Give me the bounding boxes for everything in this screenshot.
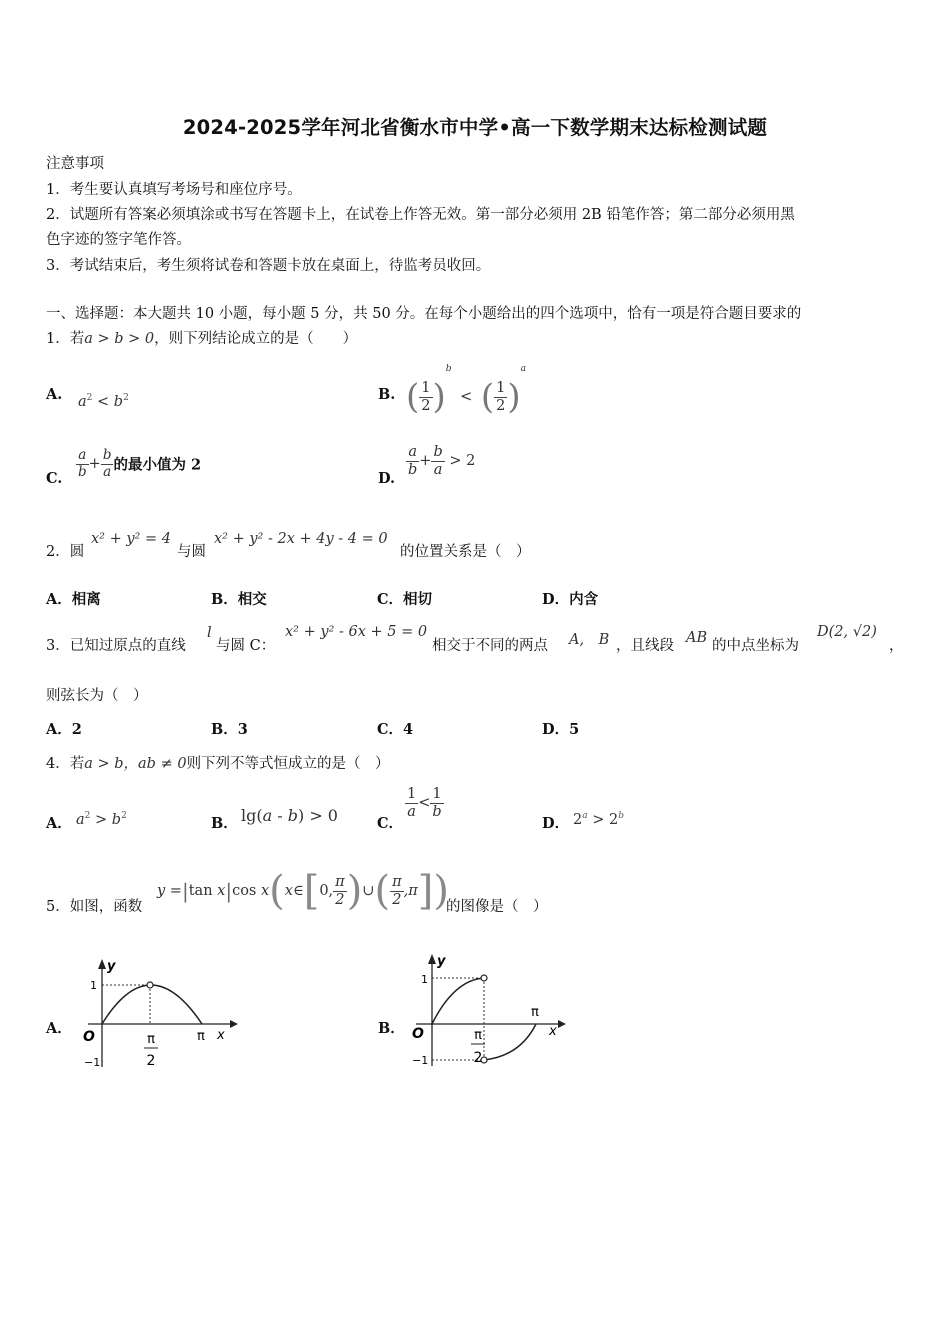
x-axis-label: x	[217, 1028, 225, 1043]
notice-item-1: 1．考生要认真填写考场号和座位序号。	[46, 182, 302, 198]
q4-option-d-expr: $2^a > 2^b$	[573, 811, 624, 828]
q4-option-b-expr: lg(a - b) > 0	[241, 806, 338, 825]
y-axis-arrow	[428, 954, 436, 964]
q1-option-a-label[interactable]: A.	[46, 386, 63, 403]
curve-a	[102, 985, 202, 1024]
tick-label-pi: π	[531, 1005, 539, 1020]
q2-tail: 的位置关系是（ ）	[400, 544, 531, 560]
notice-heading: 注意事项	[46, 156, 104, 172]
x-axis-arrow	[230, 1020, 238, 1028]
q2-option-b[interactable]: B．相交	[211, 591, 267, 608]
q3-option-d[interactable]: D．5	[542, 721, 580, 738]
notice-item-2: 2．试题所有答案必须填涂或书写在答题卡上，在试卷上作答无效。第一部分必须用 2B 铅笔作答；第二部分必须用黑	[46, 207, 795, 223]
q5-option-b-label[interactable]: B．	[378, 1020, 405, 1037]
q3-points: A, B	[569, 632, 610, 648]
notice-item-2-cont: 色字迹的签字笔作答。	[46, 232, 191, 248]
open-point	[147, 982, 153, 988]
q4-option-c-expr: $\frac{1}{a}$ < $\frac{1}{b}$	[407, 786, 442, 820]
q1-option-d-label[interactable]: D.	[378, 470, 396, 487]
tick-label-pi-half-den: 2	[146, 1053, 156, 1069]
y-axis-label: y	[107, 959, 116, 974]
origin-label: O	[412, 1026, 424, 1042]
q3-text-4: 的中点坐标为	[712, 638, 799, 654]
q2-option-a[interactable]: A．相离	[46, 591, 101, 608]
question-4-stem: 4．若a > b，ab ≠ 0则下列不等式恒成立的是（ ）	[46, 756, 390, 772]
tick-label-pi-half-num: π	[147, 1032, 155, 1047]
q2-circle-2-eq: x² + y² - 2x + 4y - 4 = 0	[214, 531, 388, 547]
q3-text-1: 与圆 C：	[216, 638, 276, 654]
x-axis-label: x	[549, 1024, 557, 1039]
q1-option-b-expr: ( $\frac{1}{2}$ )$^b$ < ( $\frac{1}{2}$ )$^a$	[406, 364, 527, 417]
curve-b-right	[484, 1024, 536, 1060]
q4-option-a-expr: $a^2 > b^2$	[76, 811, 127, 828]
x-axis-arrow	[558, 1020, 566, 1028]
q3-option-b[interactable]: B．3	[211, 721, 248, 738]
q1-option-a-expr: $a^2 < b^2$	[78, 393, 129, 410]
tick-label-neg-1: −1	[412, 1054, 429, 1067]
q5-option-a-label[interactable]: A．	[46, 1020, 72, 1037]
q1-option-b-label[interactable]: B.	[378, 386, 396, 403]
q4-option-c-label[interactable]: C．	[377, 815, 404, 832]
q4-option-d-label[interactable]: D．	[542, 815, 570, 832]
q3-option-c[interactable]: C．4	[377, 721, 414, 738]
q3-segment: AB	[686, 630, 708, 646]
q1-option-d-expr: $\frac{a}{b}$ + $\frac{b}{a}$ > 2	[408, 444, 476, 478]
origin-label: O	[83, 1029, 95, 1045]
q5-function-expr: y =|tan x|cos x(x∈[0, $\frac{\pi}{2}$ )∪( $\frac{\pi}{2}$ ,π])	[157, 868, 449, 914]
curve-b-left	[432, 978, 484, 1024]
question-2-num: 2．圆	[46, 544, 85, 560]
q1-option-c-expr: $\frac{a}{b}$ + $\frac{b}{a}$ 的最小值为 2	[78, 447, 202, 480]
q3-text-2: 相交于不同的两点	[432, 638, 548, 654]
notice-item-3: 3．考试结束后，考生须将试卷和答题卡放在桌面上，待监考员收回。	[46, 258, 491, 274]
q4-option-a-label[interactable]: A．	[46, 815, 72, 832]
q5-graph-a[interactable]	[80, 955, 240, 1070]
section-heading: 一、选择题：本大题共 10 小题，每小题 5 分，共 50 分。在每个小题给出的四个选项中，恰有一项是符合题目要求的	[46, 306, 802, 322]
tick-label-pi-half-den: 2	[473, 1050, 483, 1066]
q3-text-3: ，且线段	[616, 638, 674, 654]
question-1-stem: 1．若a > b > 0，则下列结论成立的是（ ）	[46, 331, 358, 347]
q5-graph-b[interactable]	[408, 950, 568, 1070]
q3-circle-eq: x² + y² - 6x + 5 = 0	[285, 624, 428, 640]
q2-option-c[interactable]: C．相切	[377, 591, 433, 608]
q4-option-b-label[interactable]: B．	[211, 815, 238, 832]
tick-label-pi: π	[197, 1029, 205, 1044]
q3-line-symbol: l	[207, 625, 212, 641]
q3-option-a[interactable]: A．2	[46, 721, 82, 738]
q1-option-c-label[interactable]: C.	[46, 470, 63, 487]
q3-line-2: 则弦长为（ ）	[46, 688, 148, 704]
y-axis-label: y	[437, 954, 446, 969]
open-point-top	[481, 975, 487, 981]
q2-option-d[interactable]: D．内含	[542, 591, 599, 608]
q2-circle-1-eq: x² + y² = 4	[91, 531, 171, 547]
tick-label-pi-half-num: π	[474, 1028, 482, 1043]
q2-mid-text: 与圆	[177, 544, 206, 560]
tick-label-neg-1: −1	[84, 1056, 101, 1069]
page-title: 2024-2025学年河北省衡水市中学•高一下数学期末达标检测试题	[182, 116, 768, 139]
y-axis-arrow	[98, 959, 106, 969]
question-5-num: 5．如图，函数	[46, 899, 143, 915]
q3-text-5: ，	[889, 638, 904, 654]
q3-midpoint: D(2, √2)	[817, 624, 877, 640]
q5-tail: 的图像是（ ）	[446, 899, 548, 915]
tick-label-1: 1	[421, 973, 428, 986]
question-3-num: 3．已知过原点的直线	[46, 638, 186, 654]
tick-label-1: 1	[90, 979, 97, 992]
